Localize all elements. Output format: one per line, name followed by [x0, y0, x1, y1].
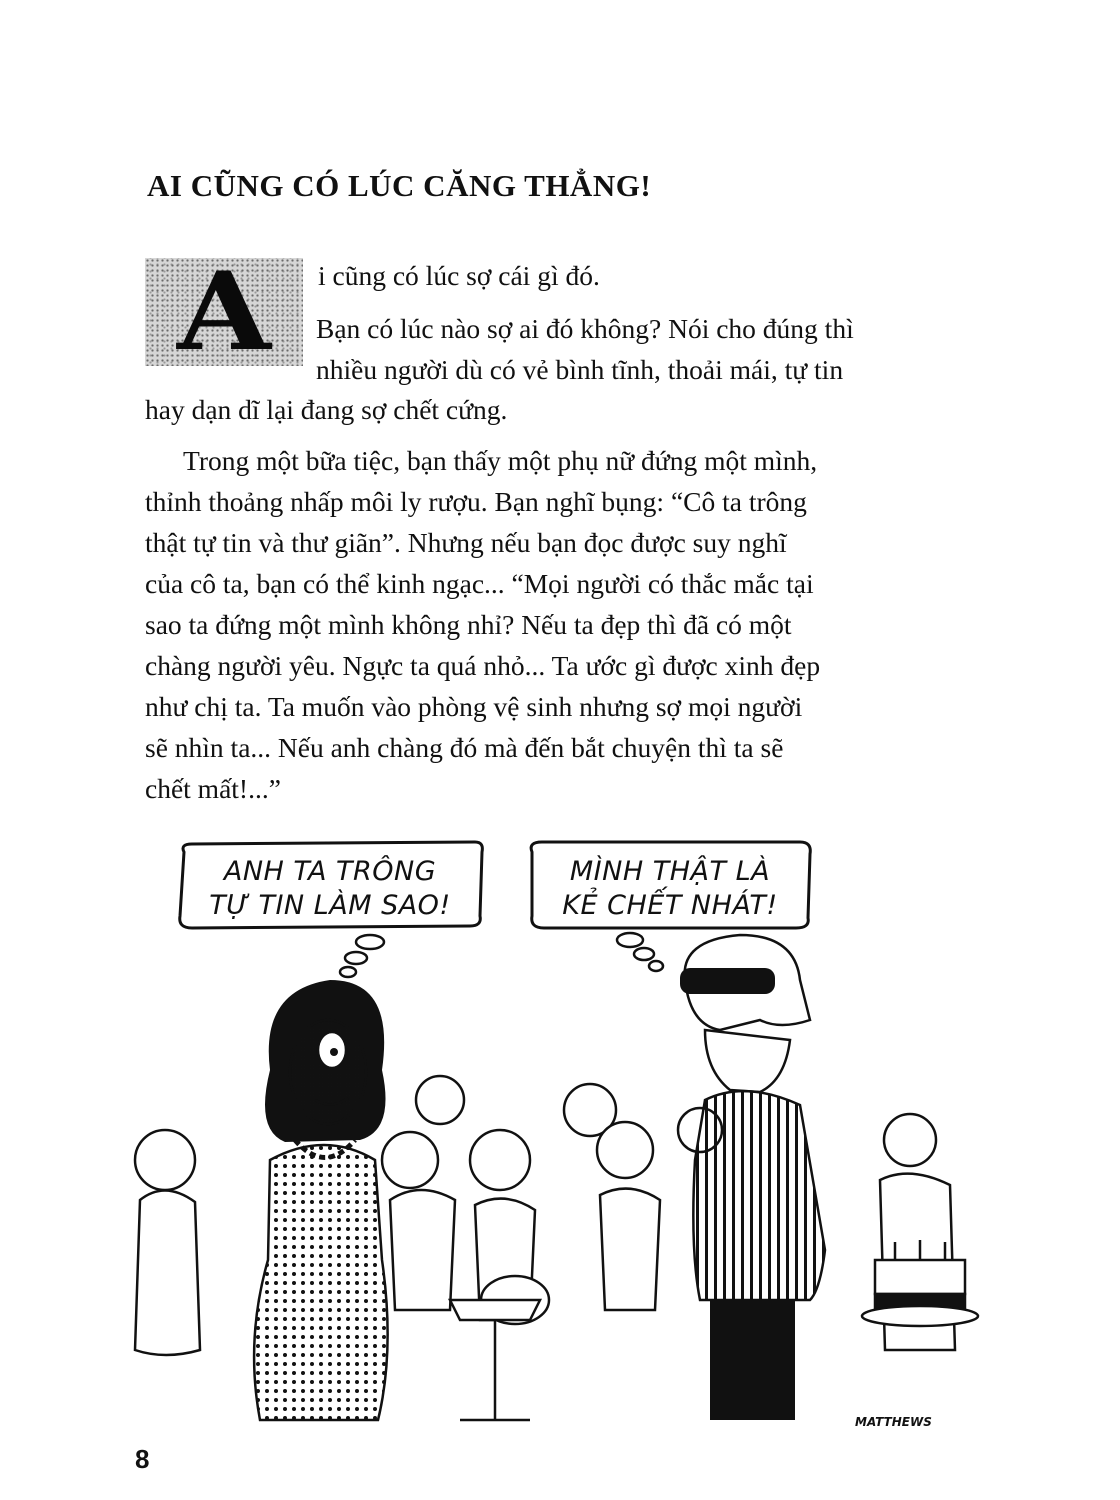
- paragraph-line: sẽ nhìn ta... Nếu anh chàng đó mà đến bắt chuyện thì ta sẽ: [145, 732, 784, 763]
- paragraph-line: chàng người yêu. Ngực ta quá nhỏ... Ta ước gì được xinh đẹp: [145, 650, 821, 681]
- paragraph-line: thỉnh thoảng nhấp môi ly rượu. Bạn nghĩ bụng: “Cô ta trông: [145, 486, 807, 517]
- paragraph-line: Trong một bữa tiệc, bạn thấy một phụ nữ đứng một mình,: [183, 445, 818, 476]
- bubble-left-line-2: TỰ TIN LÀM SAO!: [209, 890, 451, 921]
- paragraph-line: chết mất!...”: [145, 773, 281, 804]
- bubble-right-line-1: MÌNH THẬT LÀ: [569, 856, 771, 887]
- paragraph-line: sao ta đứng một mình không nhỉ? Nếu ta đẹp thì đã có một: [145, 609, 792, 640]
- thought-bubble-left: [180, 842, 483, 977]
- paragraph-line: như chị ta. Ta muốn vào phòng vệ sinh nhưng sợ mọi người: [145, 691, 803, 722]
- intro-line-3: nhiều người dù có vẻ bình tĩnh, thoải mái, tự tin: [316, 354, 844, 385]
- artist-signature: MATTHEWS: [855, 1415, 932, 1429]
- dropcap-letter: [145, 249, 303, 375]
- birthday-cake: [862, 1240, 978, 1326]
- bubble-right-line-2: KẺ CHẾT NHÁT!: [562, 890, 778, 921]
- intro-line-2: Bạn có lúc nào sợ ai đó không? Nói cho đúng thì: [316, 313, 854, 344]
- intro-line-4: hay dạn dĩ lại đang sợ chết cứng.: [145, 394, 508, 425]
- dropcap-glyph: A: [177, 249, 271, 375]
- paragraph-line: thật tự tin và thư giãn”. Nhưng nếu bạn đọc được suy nghĩ: [145, 527, 787, 558]
- man-with-sunglasses-figure: [680, 935, 825, 1420]
- nervous-woman-figure: [254, 980, 388, 1420]
- chapter-heading: AI CŨNG CÓ LÚC CĂNG THẲNG!: [147, 168, 652, 203]
- party-cartoon-illustration: [120, 830, 1000, 1430]
- paragraph-line: của cô ta, bạn có thể kinh ngạc... “Mọi người có thắc mắc tại: [145, 568, 814, 599]
- page-number: 8: [135, 1444, 150, 1474]
- bubble-left-line-1: ANH TA TRÔNG: [223, 856, 437, 887]
- intro-line-1: i cũng có lúc sợ cái gì đó.: [318, 260, 600, 291]
